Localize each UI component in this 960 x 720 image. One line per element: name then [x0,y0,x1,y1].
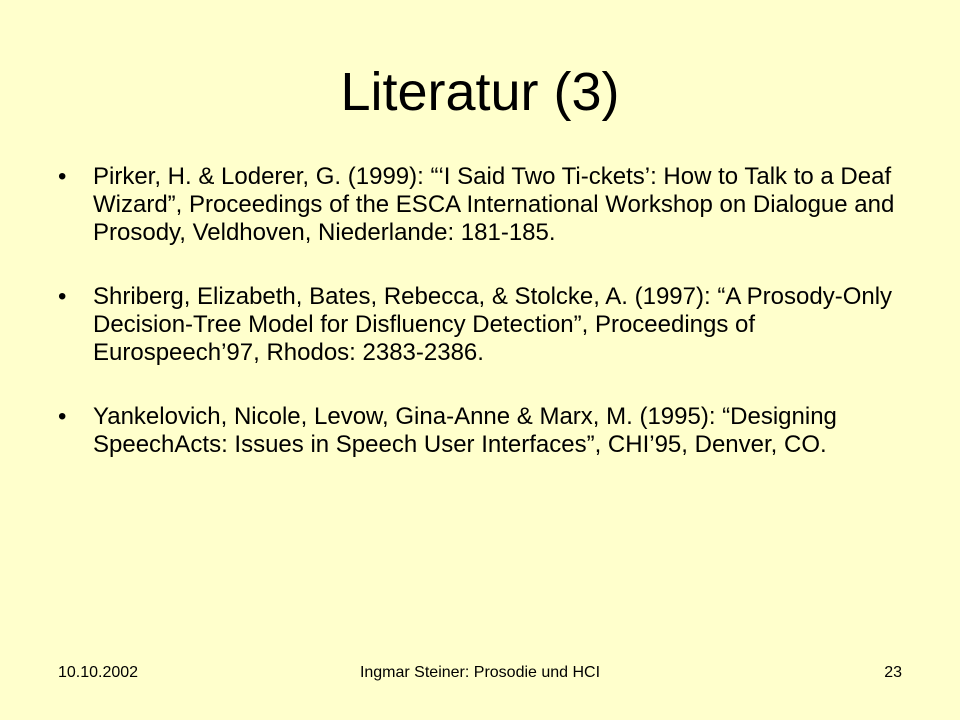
reference-item [58,163,918,247]
slide-title: Literatur (3) [340,62,620,122]
reference-list [58,163,918,495]
reference-text: Yankelovich, Nicole, Levow, Gina-Anne & Marx, M. (1995): “Designing SpeechActs: Issues in Speech User Interfaces”, CHI’95, Denver, CO. [93,403,837,458]
reference-text: Shriberg, Elizabeth, Bates, Rebecca, & Stolcke, A. (1997): “A Prosody-Only Decision-Tree Model for Disfluency Detection”, Proceedings of Eurospeech’97, Rhodos: 2383-2386. [93,283,893,366]
bullet-icon: • [58,283,67,310]
reference-item [58,283,918,367]
bullet-icon: • [58,163,67,190]
footer-author-topic: Ingmar Steiner: Prosodie und HCI [359,664,601,681]
reference-text: Pirker, H. & Loderer, G. (1999): “‘I Said Two Ti-ckets’: How to Talk to a Deaf Wizard”, Proceedings of the ESCA International Workshop on Dialogue and Prosody, Veldhoven, Niederlande: 181-185. [93,163,895,246]
bullet-icon: • [58,403,67,430]
footer-page-number: 23 [884,664,902,681]
footer-date: 10.10.2002 [58,664,139,681]
reference-item [58,403,918,459]
